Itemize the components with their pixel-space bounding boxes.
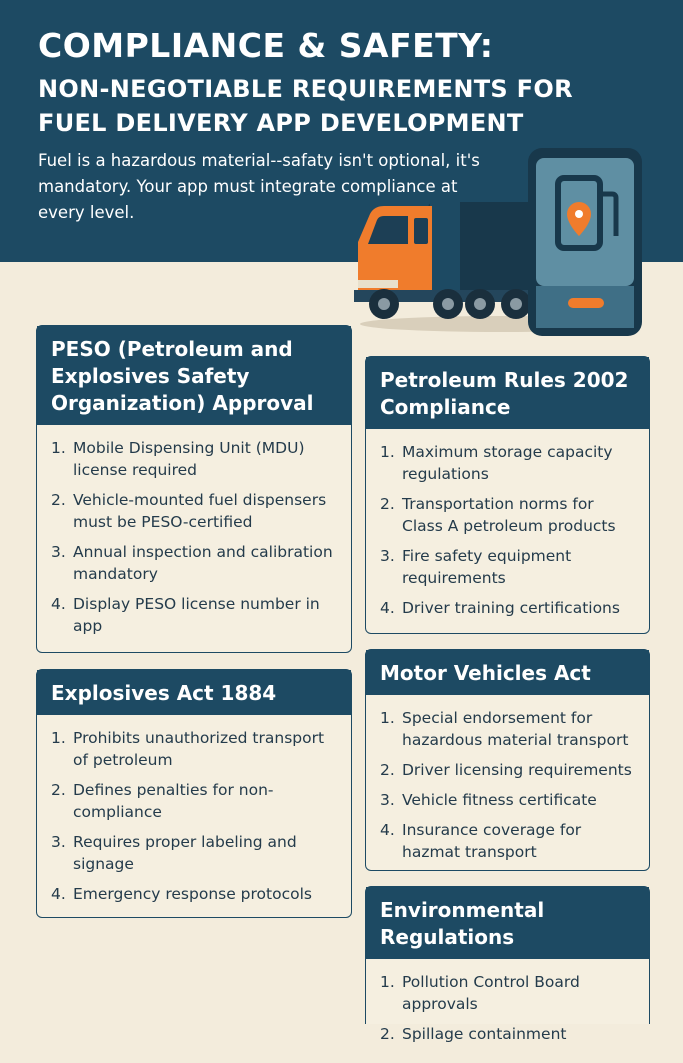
list-item: 1. Mobile Dispensing Unit (MDU) license required [51, 439, 305, 479]
list-item: 2. Spillage containment [380, 1025, 567, 1043]
list-item: 2. Vehicle-mounted fuel dispensers must be PESO-certified [51, 491, 327, 531]
card-petroleum-rules [365, 356, 650, 634]
card-explosives-act [36, 669, 352, 918]
fuel-truck-icon [354, 202, 554, 319]
list-item: 2. Driver licensing requirements [380, 761, 632, 779]
requirement-list [366, 429, 649, 637]
list-item: 3. Annual inspection and calibration mandatory [51, 543, 333, 583]
list-item: 3. Requires proper labeling and signage [51, 833, 297, 873]
list-item: 4. Display PESO license number in app [51, 595, 320, 635]
list-item: 2. Defines penalties for non-compliance [51, 781, 274, 821]
card-environmental-regulations [365, 886, 650, 1043]
list-item: 1. Pollution Control Board approvals [380, 973, 580, 1013]
card-title: Environmental Regulations [366, 887, 649, 959]
list-item: 2. Transportation norms for Class A petroleum products [380, 495, 616, 535]
fuel-delivery-illustration [350, 140, 650, 340]
requirement-list [366, 695, 649, 881]
card-title: PESO (Petroleum and Explosives Safety Organization) Approval [37, 326, 351, 425]
list-item: 4. Driver training certifications [380, 599, 620, 617]
page-subtitle: NON-NEGOTIABLE REQUIREMENTS FOR FUEL DELIVERY APP DEVELOPMENT [38, 75, 573, 137]
page-title: COMPLIANCE & SAFETY: [38, 26, 494, 65]
intro-text: Fuel is a hazardous material--safaty isn't optional, it's mandatory. Your app must integrate compliance at every level. [38, 151, 480, 222]
card-title: Petroleum Rules 2002 Compliance [366, 357, 649, 429]
requirement-list [37, 425, 351, 655]
list-item: 1. Prohibits unauthorized transport of petroleum [51, 729, 325, 769]
list-item: 3. Fire safety equipment requirements [380, 547, 572, 587]
card-peso-approval [36, 325, 352, 653]
card-title: Motor Vehicles Act [366, 650, 649, 695]
list-item: 4. Emergency response protocols [51, 885, 312, 903]
list-item: 1. Special endorsement for hazardous material transport [380, 709, 629, 749]
requirement-list [37, 715, 351, 923]
list-item: 4. Insurance coverage for hazmat transport [380, 821, 582, 861]
card-motor-vehicles-act [365, 649, 650, 871]
card-title: Explosives Act 1884 [37, 670, 351, 715]
requirement-list [366, 959, 649, 1063]
list-item: 3. Vehicle fitness certificate [380, 791, 597, 809]
list-item: 1. Maximum storage capacity regulations [380, 443, 613, 483]
